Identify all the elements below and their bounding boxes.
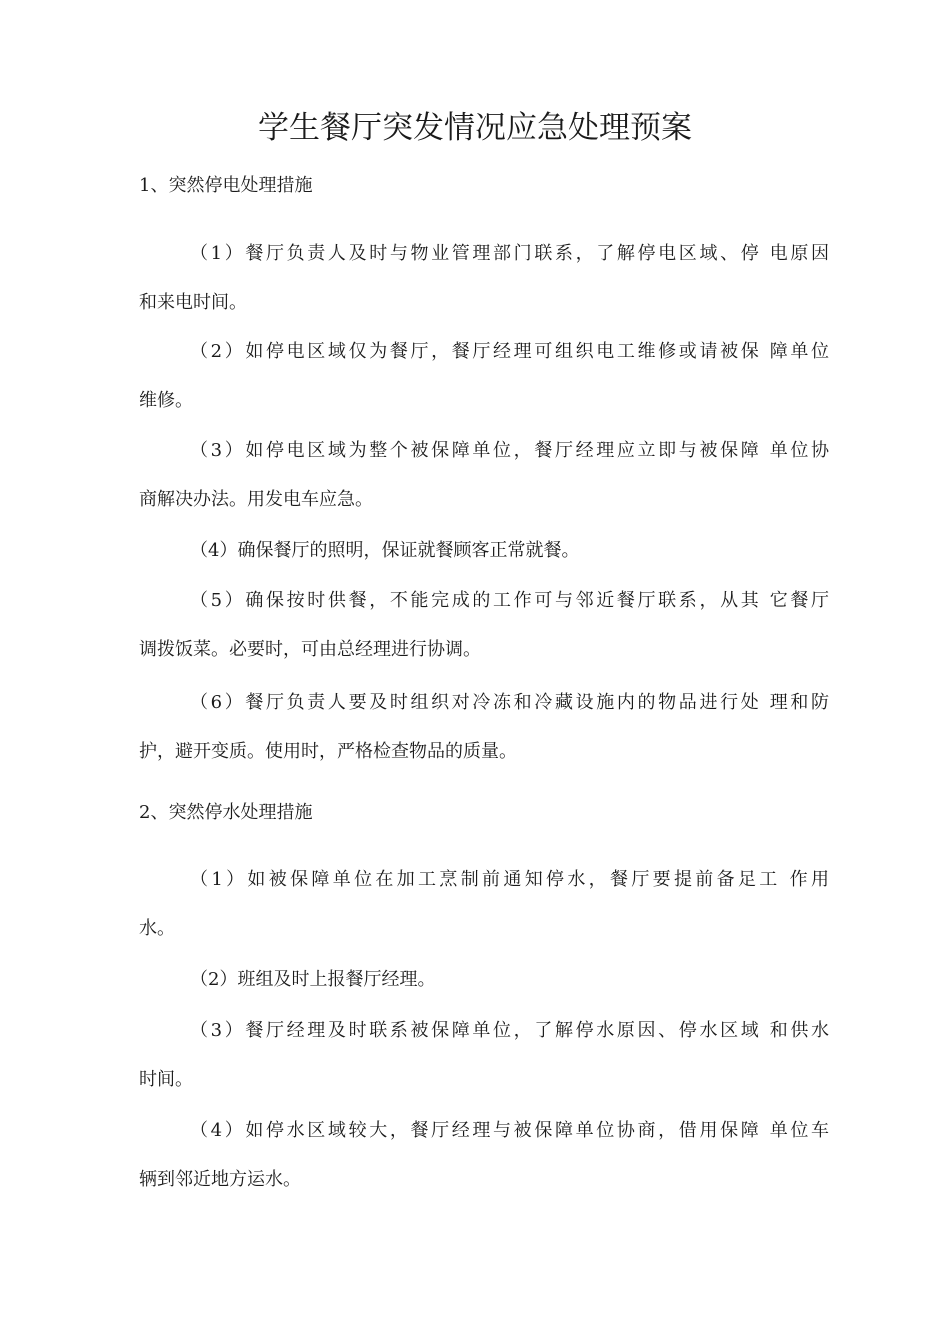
paragraph — [139, 689, 829, 766]
paragraph — [139, 866, 829, 943]
paragraph — [139, 1117, 829, 1194]
paragraph — [139, 537, 829, 586]
paragraph — [139, 240, 829, 317]
paragraph — [139, 966, 829, 1015]
paragraph — [139, 338, 829, 415]
section-heading-water: 2、突然停水处理措施 — [139, 802, 313, 823]
paragraph-line: 辆到邻近地方运水。 — [139, 1169, 301, 1190]
paragraph-line: （1）如被保障单位在加工烹制前通知停水，餐厅要提前备足工 作用 — [190, 869, 829, 890]
paragraph-line: 和来电时间。 — [139, 292, 247, 313]
paragraph — [139, 587, 829, 664]
paragraph-line: （3）餐厅经理及时联系被保障单位，了解停水原因、停水区域 和供水 — [190, 1020, 829, 1041]
paragraph — [139, 1017, 829, 1094]
paragraph-line: （4）如停水区域较大，餐厅经理与被保障单位协商，借用保障 单位车 — [190, 1120, 829, 1141]
section-heading-power: 1、突然停电处理措施 — [139, 175, 313, 196]
paragraph-line: 水。 — [139, 918, 175, 939]
paragraph-line: （1）餐厅负责人及时与物业管理部门联系，了解停电区域、停 电原因 — [190, 243, 829, 264]
paragraph — [139, 437, 829, 514]
paragraph-line: （2）如停电区域仅为餐厅，餐厅经理可组织电工维修或请被保 障单位 — [190, 341, 829, 362]
paragraph-line: 维修。 — [139, 390, 193, 411]
paragraph-line: （3）如停电区域为整个被保障单位，餐厅经理应立即与被保障 单位协 — [190, 440, 829, 461]
paragraph-line: 护，避开变质。使用时，严格检查物品的质量。 — [139, 741, 517, 762]
paragraph-line: （2）班组及时上报餐厅经理。 — [190, 969, 436, 990]
paragraph-line: （6）餐厅负责人要及时组织对冷冻和冷藏设施内的物品进行处 理和防 — [190, 692, 829, 713]
paragraph-line: 商解决办法。用发电车应急。 — [139, 489, 373, 510]
paragraph-line: （5）确保按时供餐，不能完成的工作可与邻近餐厅联系，从其 它餐厅 — [190, 590, 829, 611]
document-title: 学生餐厅突发情况应急处理预案 — [258, 110, 692, 146]
paragraph-line: 调拨饭菜。必要时，可由总经理进行协调。 — [139, 639, 481, 660]
paragraph-line: （4）确保餐厅的照明，保证就餐顾客正常就餐。 — [190, 540, 580, 561]
paragraph-line: 时间。 — [139, 1069, 193, 1090]
